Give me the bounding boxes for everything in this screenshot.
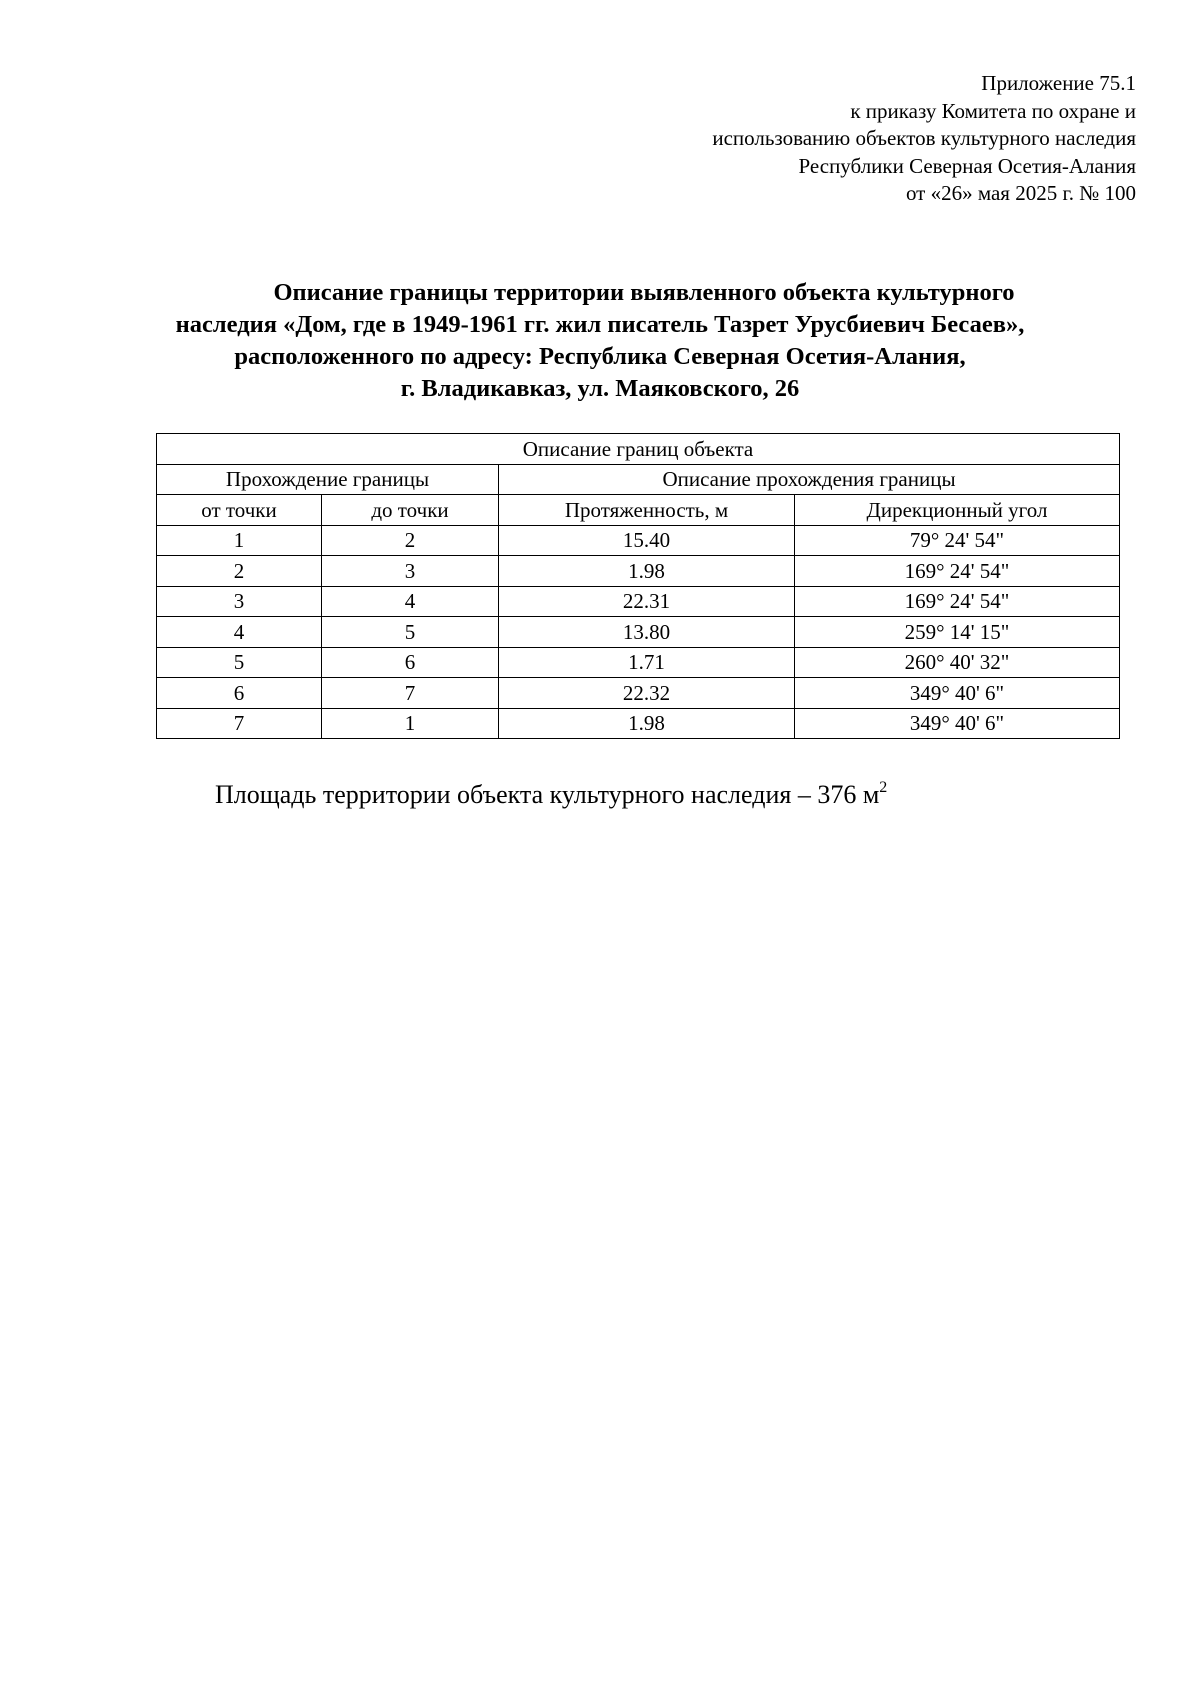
cell-to: 2 [322,525,499,556]
table-caption-row [157,434,1120,465]
table-row [157,708,1120,739]
cell-length: 1.98 [499,708,795,739]
appendix-line: к приказу Комитета по охране и [850,98,1136,123]
cell-from: 1 [157,525,322,556]
cell-from: 7 [157,708,322,739]
header-passage-group: Прохождение границы [157,464,499,495]
cell-to: 7 [322,678,499,709]
cell-to: 6 [322,647,499,678]
cell-from: 5 [157,647,322,678]
cell-from: 2 [157,556,322,587]
cell-angle: 349° 40' 6" [795,678,1120,709]
cell-length: 22.31 [499,586,795,617]
table-group-header-row [157,464,1120,495]
cell-to: 4 [322,586,499,617]
cell-length: 1.71 [499,647,795,678]
document-title [100,277,1100,405]
title-line: Описание границы территории выявленного объекта культурного [273,279,1015,306]
header-length: Протяженность, м [499,495,795,526]
cell-to: 1 [322,708,499,739]
table-row [157,586,1120,617]
header-description-group: Описание прохождения границы [499,464,1120,495]
table-row [157,678,1120,709]
header-to-point: до точки [322,495,499,526]
appendix-line: Республики Северная Осетия-Алания [798,153,1136,178]
cell-length: 15.40 [499,525,795,556]
table-row [157,647,1120,678]
cell-angle: 169° 24' 54" [795,556,1120,587]
title-line: наследия «Дом, где в 1949-1961 гг. жил писатель Тазрет Урусбиевич Бесаев», [175,311,1025,338]
cell-angle: 169° 24' 54" [795,586,1120,617]
cell-length: 13.80 [499,617,795,648]
area-unit-superscript: 2 [879,779,888,796]
header-from-point: от точки [157,495,322,526]
table-row [157,556,1120,587]
appendix-line: использованию объектов культурного наследия [712,126,1136,150]
table-row [157,525,1120,556]
cell-length: 1.98 [499,556,795,587]
appendix-header [436,70,1136,208]
appendix-line: Приложение 75.1 [981,71,1136,95]
cell-length: 22.32 [499,678,795,709]
cell-angle: 259° 14' 15" [795,617,1120,648]
cell-angle: 260° 40' 32" [795,647,1120,678]
table-row [157,617,1120,648]
cell-angle: 79° 24' 54" [795,525,1120,556]
table-column-header-row [157,495,1120,526]
cell-from: 3 [157,586,322,617]
title-line: расположенного по адресу: Республика Северная Осетия-Алания, [234,343,966,370]
boundary-table [156,433,1120,739]
title-line: г. Владикавказ, ул. Маяковского, 26 [400,375,800,402]
cell-to: 5 [322,617,499,648]
area-text: Площадь территории объекта культурного наследия – 376 м [215,780,880,809]
header-angle: Дирекционный угол [795,495,1120,526]
cell-angle: 349° 40' 6" [795,708,1120,739]
appendix-date-line: от «26» мая 2025 г. № 100 [905,181,1136,205]
area-statement [215,780,887,810]
cell-from: 6 [157,678,322,709]
cell-from: 4 [157,617,322,648]
cell-to: 3 [322,556,499,587]
table-caption: Описание границ объекта [157,434,1120,465]
